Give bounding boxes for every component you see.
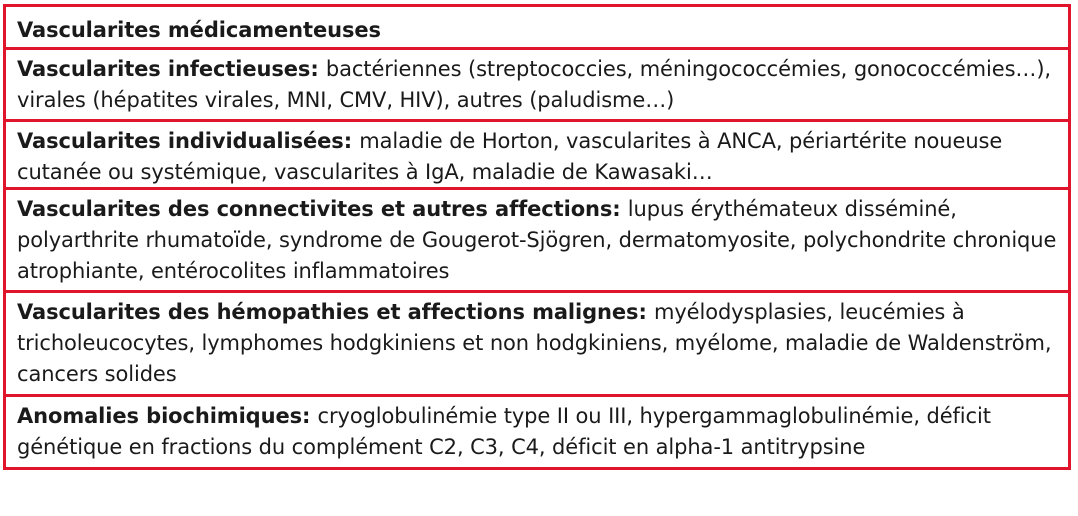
row-colon: : bbox=[310, 57, 326, 81]
row-text: bactériennes (streptococcies, méningococcémies, gonococcémies…), virales (hépatites virales, MNI, CMV, HIV), autres (paludisme…) bbox=[17, 57, 1051, 112]
row-colon: : bbox=[302, 404, 318, 428]
row-label: Anomalies biochimiques bbox=[17, 404, 302, 428]
row-text: myélodysplasies, leucémies à tricholeucocytes, lymphomes hodgkiniens et non hodgkiniens, myélome, maladie de Waldenström, cancers solides bbox=[17, 300, 1052, 386]
table-row-infectious bbox=[6, 47, 1068, 119]
row-colon: : bbox=[343, 129, 360, 153]
row-label: Vascularites individualisées bbox=[17, 129, 344, 153]
table-row-connective-tissue bbox=[6, 187, 1068, 290]
vasculitis-causes-table bbox=[3, 4, 1071, 470]
row-label: Vascularites des connectivites et autres affections bbox=[17, 197, 613, 221]
row-label: Vascularites médicamenteuses bbox=[17, 18, 381, 42]
row-text: lupus érythémateux disséminé, polyarthrite rhumatoïde, syndrome de Gougerot-Sjögren, dermatomyosite, polychondrite chronique atrophiante, entérocolites inflammatoires bbox=[17, 197, 1057, 283]
row-colon: : bbox=[612, 197, 628, 221]
table-row-individualized bbox=[6, 119, 1068, 187]
row-colon: : bbox=[638, 300, 654, 324]
row-label: Vascularites des hémopathies et affections malignes bbox=[17, 300, 639, 324]
table-row-hemopathies bbox=[6, 290, 1068, 394]
row-text: maladie de Horton, vascularites à ANCA, périartérite noueuse cutanée ou systémique, vascularites à IgA, maladie de Kawasaki… bbox=[17, 129, 1003, 184]
row-text: cryoglobulinémie type II ou III, hypergammaglobulinémie, déficit génétique en fractions du complément C2, C3, C4, déficit en alpha-1 antitrypsine bbox=[17, 404, 991, 459]
table-row-drug-induced bbox=[6, 7, 1068, 47]
table-row-biochemical bbox=[6, 394, 1068, 467]
row-label: Vascularites infectieuses bbox=[17, 57, 311, 81]
